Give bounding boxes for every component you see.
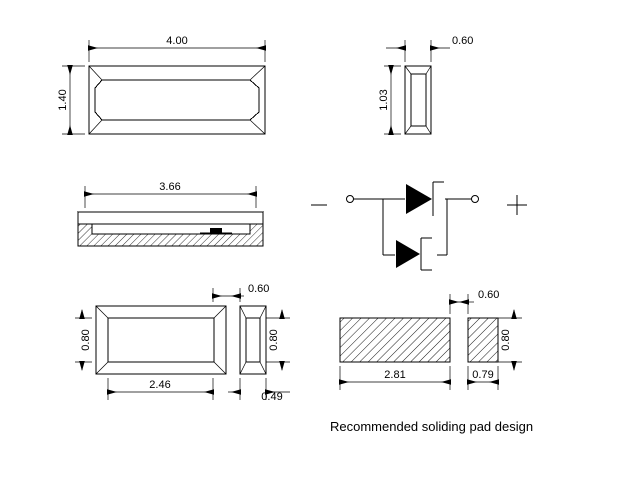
dim-body-width: 2.46	[149, 379, 171, 391]
dim-solder-gap: 0.60	[478, 289, 500, 301]
dim-side-width: 0.60	[452, 35, 474, 47]
dim-solder-left-width: 2.81	[384, 369, 406, 381]
dim-left-pad-height: 0.80	[80, 329, 92, 351]
dim-section-width: 3.66	[159, 181, 181, 193]
dim-pad-gap: 0.60	[248, 283, 270, 295]
side-view	[378, 35, 473, 134]
pad-layout-view	[75, 283, 290, 403]
dim-side-height: 1.03	[378, 89, 390, 111]
drawing-caption: Recommended soliding pad design	[330, 419, 534, 434]
dim-top-width: 4.00	[166, 35, 188, 47]
solder-pad-view	[340, 289, 522, 390]
dim-top-height: 1.40	[57, 89, 69, 111]
section-view	[78, 181, 263, 246]
dim-right-pad-height: 0.80	[268, 329, 280, 351]
schematic-view	[311, 182, 527, 270]
dim-solder-right-height: 0.80	[500, 329, 512, 351]
dim-right-pad-width: 0.49	[261, 391, 283, 403]
top-view	[57, 35, 265, 134]
dim-solder-right-width: 0.79	[472, 369, 494, 381]
